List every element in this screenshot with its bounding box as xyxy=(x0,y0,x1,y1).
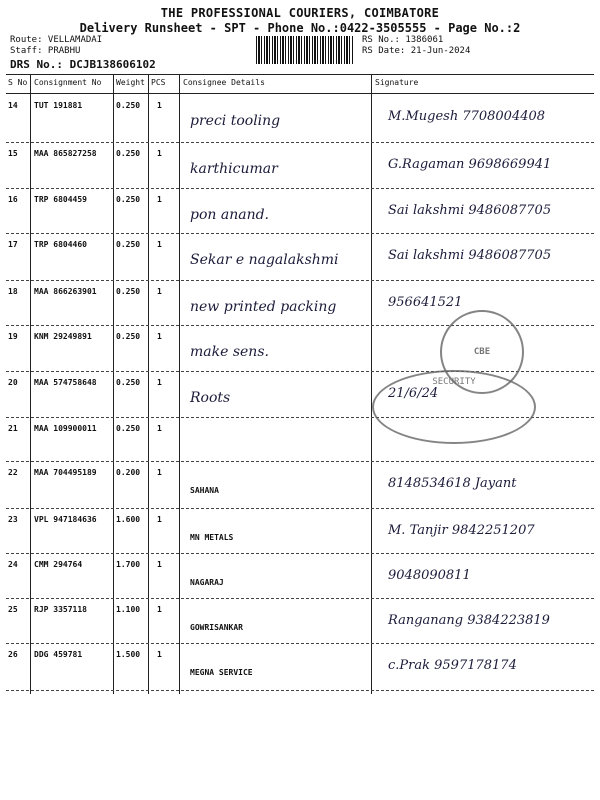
weight-value: 0.250 xyxy=(116,287,141,296)
pieces-count: 1 xyxy=(157,650,162,659)
weight-value: 0.250 xyxy=(116,424,141,433)
row-divider xyxy=(6,142,594,143)
weight-value: 0.250 xyxy=(116,378,141,387)
pieces-count: 1 xyxy=(157,240,162,249)
serial-number: 21 xyxy=(8,424,18,433)
serial-number: 16 xyxy=(8,195,18,204)
column-divider xyxy=(148,74,149,694)
consignment-number: MAA 866263901 xyxy=(34,287,97,296)
security-stamp: SECURITY xyxy=(372,370,536,444)
weight-value: 0.200 xyxy=(116,468,141,477)
row-divider xyxy=(6,598,594,599)
signature-entry: Ranganang 9384223819 xyxy=(388,613,550,628)
serial-number: 22 xyxy=(8,468,18,477)
pieces-count: 1 xyxy=(157,560,162,569)
row-divider xyxy=(6,233,594,234)
consignee-name: MEGNA SERVICE xyxy=(190,668,253,677)
serial-number: 24 xyxy=(8,560,18,569)
weight-value: 1.100 xyxy=(116,605,141,614)
pieces-count: 1 xyxy=(157,149,162,158)
column-header-pcs: PCS xyxy=(151,78,166,87)
pieces-count: 1 xyxy=(157,515,162,524)
signature-entry: Sai lakshmi 9486087705 xyxy=(388,248,552,263)
handwritten-consignee: new printed packing xyxy=(190,299,337,315)
pieces-count: 1 xyxy=(157,378,162,387)
rs-number: RS No.: 1386061 xyxy=(362,35,444,45)
row-divider xyxy=(6,553,594,554)
row-divider xyxy=(6,188,594,189)
consignment-number: TRP 6804459 xyxy=(34,195,87,204)
pieces-count: 1 xyxy=(157,605,162,614)
rs-date: RS Date: 21-Jun-2024 xyxy=(362,46,471,56)
weight-value: 1.500 xyxy=(116,650,141,659)
weight-value: 0.250 xyxy=(116,149,141,158)
row-divider xyxy=(6,643,594,644)
weight-value: 1.600 xyxy=(116,515,141,524)
runsheet-subtitle: Delivery Runsheet - SPT - Phone No.:0422-3505555 - Page No.:2 xyxy=(79,21,521,35)
consignment-number: TRP 6804460 xyxy=(34,240,87,249)
signature-entry: 956641521 xyxy=(388,295,463,310)
serial-number: 18 xyxy=(8,287,18,296)
consignment-number: MAA 865827258 xyxy=(34,149,97,158)
serial-number: 17 xyxy=(8,240,18,249)
drs-number: DRS No.: DCJB138606102 xyxy=(10,58,156,71)
handwritten-consignee: make sens. xyxy=(190,344,269,360)
handwritten-consignee: karthicumar xyxy=(190,161,278,177)
signature-entry: c.Prak 9597178174 xyxy=(388,658,517,673)
serial-number: 15 xyxy=(8,149,18,158)
signature-entry: 8148534618 Jayant xyxy=(388,476,517,491)
serial-number: 25 xyxy=(8,605,18,614)
consignment-number: MAA 704495189 xyxy=(34,468,97,477)
company-seal: CBE xyxy=(440,310,524,394)
table-top-rule xyxy=(6,74,594,75)
route-label: Route: VELLAMADAI xyxy=(10,35,103,45)
column-divider xyxy=(179,74,180,694)
weight-value: 1.700 xyxy=(116,560,141,569)
column-header-consignee: Consignee Details xyxy=(183,78,265,87)
handwritten-consignee: pon anand. xyxy=(190,207,269,223)
consignment-number: CMM 294764 xyxy=(34,560,83,569)
consignment-number: VPL 947184636 xyxy=(34,515,97,524)
pieces-count: 1 xyxy=(157,332,162,341)
pieces-count: 1 xyxy=(157,287,162,296)
consignee-name: SAHANA xyxy=(190,486,219,495)
barcode xyxy=(256,36,354,64)
consignment-number: MAA 574758648 xyxy=(34,378,97,387)
handwritten-consignee: Roots xyxy=(190,390,231,406)
serial-number: 26 xyxy=(8,650,18,659)
signature-entry: 21/6/24 xyxy=(388,386,439,401)
column-header-sno: S No xyxy=(8,78,28,87)
staff-label: Staff: PRABHU xyxy=(10,46,81,56)
pieces-count: 1 xyxy=(157,101,162,110)
signature-entry: Sai lakshmi 9486087705 xyxy=(388,203,552,218)
row-divider xyxy=(6,690,594,691)
serial-number: 20 xyxy=(8,378,18,387)
runsheet-title: THE PROFESSIONAL COURIERS, COIMBATORE xyxy=(160,6,440,20)
serial-number: 19 xyxy=(8,332,18,341)
column-header-weight: Weight xyxy=(116,78,145,87)
consignment-number: RJP 3357118 xyxy=(34,605,87,614)
row-divider xyxy=(6,508,594,509)
table-header-rule xyxy=(6,93,594,94)
consignment-number: DDG 459781 xyxy=(34,650,83,659)
handwritten-consignee: Sekar e nagalakshmi xyxy=(190,252,339,268)
handwritten-consignee: preci tooling xyxy=(190,113,281,129)
weight-value: 0.250 xyxy=(116,195,141,204)
column-header-consignment: Consignment No xyxy=(34,78,102,87)
pieces-count: 1 xyxy=(157,424,162,433)
consignee-name: MN METALS xyxy=(190,533,234,542)
serial-number: 23 xyxy=(8,515,18,524)
consignment-number: MAA 109900011 xyxy=(34,424,97,433)
consignee-name: GOWRISANKAR xyxy=(190,623,243,632)
signature-entry: M. Tanjir 9842251207 xyxy=(388,523,535,538)
consignment-number: TUT 191881 xyxy=(34,101,83,110)
serial-number: 14 xyxy=(8,101,18,110)
consignee-name: NAGARAJ xyxy=(190,578,224,587)
row-divider xyxy=(6,280,594,281)
pieces-count: 1 xyxy=(157,195,162,204)
weight-value: 0.250 xyxy=(116,332,141,341)
signature-entry: 9048090811 xyxy=(388,568,471,583)
pieces-count: 1 xyxy=(157,468,162,477)
column-divider xyxy=(371,74,372,694)
column-header-signature: Signature xyxy=(375,78,419,87)
weight-value: 0.250 xyxy=(116,240,141,249)
column-divider xyxy=(113,74,114,694)
consignment-number: KNM 29249891 xyxy=(34,332,92,341)
row-divider xyxy=(6,461,594,462)
column-divider xyxy=(30,74,31,694)
weight-value: 0.250 xyxy=(116,101,141,110)
signature-entry: G.Ragaman 9698669941 xyxy=(388,157,552,172)
signature-entry: M.Mugesh 7708004408 xyxy=(388,109,546,124)
